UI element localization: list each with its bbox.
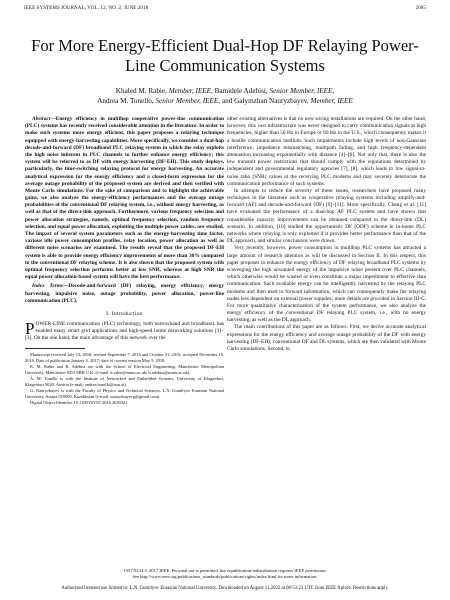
footnote-doi: Digital Object Identifier 10.1109/JSYST.2016.2639321 <box>30 400 128 406</box>
body-paragraph: Very recently, however, power consumption in multihop PLC systems has attracted a large amount of research attention as will be discussed in Section II. In this respect, this paper proposes to enhance the energy efficiency of DF relaying broadband PLC systems by scavenging the high unwanted energy of the impulsive noise present over PLC channels, which otherwise would be wasted or even constitute a major impediment to effective data communication. Such available energy can be intelligently harvested by the relaying PLC modems and then used to forward information, which can consequently make the relaying nodes less dependent on external power supplies; more details are provided in Section III-C. For more quantitative characterization of the system performance, we also analyze the energy efficiency of the conventional DF relaying PLC system, i.e., with no energy harvesting, as well as the DL approach. <box>227 245 426 324</box>
body-paragraph: other existing alternatives is that no new wiring installations are required. On the other hand, however, this vast infrastructure was never designed to carry communication signals at high frequencies, higher than 50 Hz in Europe or 60 Hz in the U.S., which consequently makes it a hostile communication medium. Such impairments include high levels of non-Gaussian interference, impedance mismatching, multipath fading, and high frequency-dependent attenuation increasing exponentially with distance [4]–[6]. Not only that, there is also the low transmit power restrictions that should comply with the regulations determined by independent and governmental regulatory agencies [7], [8], which leads to low signal-to-noise ratio (SNR) values at the receiving PLC modems and may severely deteriorate the communication performance of such systems. <box>227 116 426 187</box>
page-number: 2005 <box>415 6 426 11</box>
drop-cap: P <box>25 319 35 339</box>
body-paragraph: The main contributions of this paper are as follows. First, we derive accurate analytical expressions for the energy efficiency and average outage probability of the DF with energy harvesting (DF-EH), conventional DF and DL systems, which are then validated with Monte Carlo simulations. Second, to <box>227 324 426 352</box>
author-title: Senior Member, IEEE <box>269 87 333 95</box>
running-header <box>24 6 426 16</box>
author-list <box>20 86 430 106</box>
author-title: Senior Member, IEEE <box>155 97 219 105</box>
footnote-received: Manuscript received July 15, 2016; revised September 7, 2016 and October 31, 2016; accepted December 10, 2016. Date of publication January 5, 2017; date of current version May 5, 2018. <box>25 351 224 363</box>
intro-paragraph <box>25 321 224 343</box>
author-line-1: Khaled M. Rabie, Member, IEEE, Bamidele Adebisi, Senior Member, IEEE, <box>115 87 335 95</box>
author-name: Andrea M. Tonello <box>97 97 152 105</box>
copyright-line-1: 1937-9234 © 2017 IEEE. Personal use is permitted, but republication/redistribution requires IEEE permission. <box>123 568 327 573</box>
footnote-affiliation-1: K. M. Rabie and B. Adebisi are with the School of Electrical Engineering, Manchester Metropolitan University, Manchester M15 6BH U.K. (e-mail: k.rabie@mmu.ac.uk; b.adebisi@mmu.ac.uk). <box>25 363 224 375</box>
footnote-rule <box>25 348 85 349</box>
copyright-notice <box>40 568 410 580</box>
abstract-label: Abstract <box>32 116 51 122</box>
body-paragraph: In attempts to reduce the severity of these issues, researchers have proposed many techniques in the literature such as cooperative relaying systems including amplify-and-forward (AF) and decode-and-forward (DF) [9]–[11]. More specifically, Cheng et al. [11] have evaluated the performance of a dual-hop AF PLC system and have shown that considerable capacity improvements can be obtained compared to the direct-link (DL) scenario. In addition, [10] studied the opportunistic DF (ODF) scheme in in-home PLC networks where relaying is only exploited if it provides better performance than that of the DL approach, and similar conclusions were drawn. <box>227 187 426 245</box>
left-column <box>25 116 224 406</box>
intro-text: OWER-LINE communication (PLC) technology, both narrowband and broadband, has enabled many smart grid applications and high-speed home networking solutions [1]–[3]. On the one hand, the main advantage of this network over the <box>25 321 224 342</box>
footnote-affiliation-3: G. Nauryzbayev is with the Faculty of Physics and Technical Sciences, L.N. Gumilyov Eurasian National University, Astana 010000, Kazakhstan (e-mail: nauryzbayevg@gmail.com). <box>25 388 224 400</box>
footnote-affiliation-2: A. M. Tonello is with the Institute of Networked and Embedded Systems, University of Klagenfurt, Klagenfurt 9020, Austria (e-mail: andrea.tonello@aau.at). <box>25 376 224 388</box>
author-title: Member, IEEE <box>310 97 353 105</box>
section-heading: I. Introduction <box>106 310 143 317</box>
author-line-2: Andrea M. Tonello, Senior Member, IEEE, and Galymzhan Nauryzbayev, Member, IEEE <box>97 97 353 105</box>
author-name: Bamidele Adebisi <box>214 87 266 95</box>
copyright-line-2: See http://www.ieee.org/publications_standards/publications/rights/index.html for more information. <box>132 574 318 579</box>
author-title: Member, IEEE <box>168 87 212 95</box>
index-terms-label: Index Terms <box>32 283 64 290</box>
author-name: Khaled M. Rabie <box>115 87 166 95</box>
journal-header: IEEE SYSTEMS JOURNAL, VOL. 12, NO. 2, JUNE 2018 <box>24 6 149 11</box>
abstract-text: —Energy efficiency in multihop cooperative power-line communication (PLC) systems has recently received considerable attention in the literature. In order to make such systems more energy efficient, this paper proposes a relaying technique equipped with energy-harvesting capabilities. More specifically, we consider a dual-hop decode-and-forward (DF) broadband PLC relaying system in which the relay exploits the high noise inherent in PLC channels to further enhance energy efficiency; this system will be referred to as DF with energy harvesting (DF-EH). This study deploys, particularly, the time-switching relaying protocol for energy harvesting. An accurate analytical expression for the energy efficiency and a closed-form expression for the average outage probability of the proposed system are derived and then verified with Monte Carlo simulations. For the sake of comparison and to highlight the achievable gains, we also analyze the energy-efficiency performances and the average outage probabilities of the conventional DF relaying system, i.e., without energy harvesting, as well as that of the direct-link approach. Furthermore, various frequency selection and power allocation strategies, namely, optimal frequency selection, random frequency selection, and equal power allocation, exploiting the multiple power cables, are studied. The impact of several system parameters such as the energy-harvesting time factor, various idle power consumption profiles, relay location, power allocation as well as different noise scenarios are examined. The results reveal that the proposed DF-EH system is able to provide energy efficiency improvements of more than 30% compared to the conventional DF relaying scheme. It is also shown that the proposed system with optimal frequency selection performs better at low SNR, whereas at high SNR the equal power allocation-based system will have the best performance. <box>25 116 224 281</box>
author-name: and Galymzhan Nauryzbayev <box>221 97 307 105</box>
index-terms-text: —Decode-and-forward (DF) relaying, energy efficiency, energy harvesting, impulsive noise, outage probability, power allocation, power-line communication (PLC). <box>25 283 224 304</box>
license-notice: Authorized licensed use limited to: L.N. Gumilyov Eurasian National University. Downloaded on August 11,2022 at 08:53:23 UTC from IEEE Xplore. Restrictions apply. <box>61 586 389 591</box>
abstract <box>25 116 224 281</box>
index-terms <box>25 283 224 305</box>
right-column <box>227 116 426 353</box>
paper-title: For More Energy-Efficient Dual-Hop DF Relaying Power-Line Communication Systems <box>31 36 419 75</box>
